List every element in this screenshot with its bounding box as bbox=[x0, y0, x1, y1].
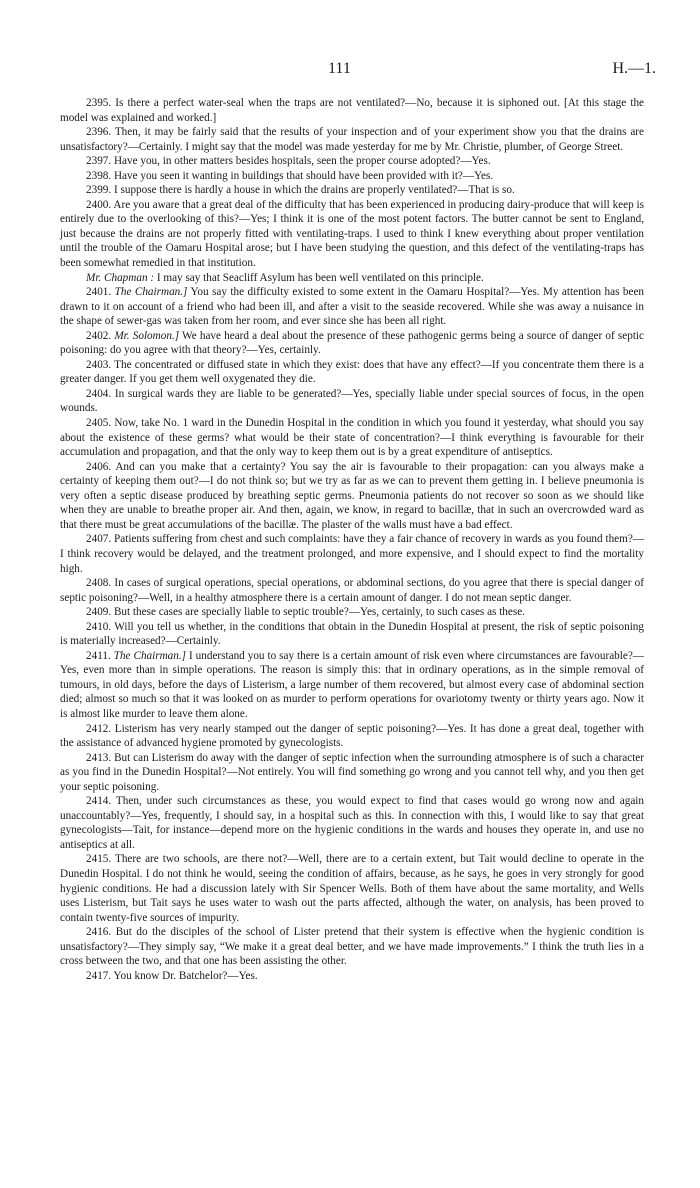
paragraph-p2403 bbox=[60, 358, 644, 387]
document-code: H.—1. bbox=[612, 60, 656, 77]
paragraph-text: 2408. In cases of surgical operations, special operations, or abdominal sections, do you agree that there is special danger of septic poisoning?—Well, in a healthy atmosphere there is a certain amount of danger. I do not mean septic danger. bbox=[60, 577, 644, 604]
paragraph-p2395 bbox=[60, 96, 644, 125]
paragraph-p2409 bbox=[60, 605, 644, 620]
paragraph-text: 2406. And can you make that a certainty? You say the air is favourable to their propagation: can you always make a certainty of keeping them out?—I do not think so; but we try as far as we can to prevent them getting in. I believe pneumonia is very often a septic disease produced by breathing septic germs. Pneumonia patients do not recover so soon as we should like when they are unable to breathe proper air. And then, again, we know, in regard to bacillæ, that in such an overcrowded ward as that there must be great accumulations of the bacillæ. The plaster of the walls must have a bad effect. bbox=[60, 460, 644, 531]
paragraph-text: 2404. In surgical wards they are liable to be generated?—Yes, specially liable under special sources of focus, in the open wounds. bbox=[60, 387, 644, 415]
paragraph-p2400 bbox=[60, 198, 644, 271]
paragraph-p2405 bbox=[60, 416, 644, 460]
paragraph-text: 2416. But do the disciples of the school of Lister pretend that their system is effective when the hygienic condition is unsatisfactory?—They simply say, “We make it a great deal better, and we have made improvements.” I think the truth lies in a cross between the two, and that one has been assisting the other. bbox=[60, 926, 644, 968]
evidence-text bbox=[60, 96, 644, 983]
speaker-name: Mr. Solomon.] bbox=[114, 329, 180, 342]
paragraph-p2402 bbox=[60, 329, 644, 358]
paragraph-text: 2405. Now, take No. 1 ward in the Dunedin Hospital in the condition in which you found it yesterday, what should you say about the existence of these germs? what would be their state of concentration?—I think everything is favourable for their accumulation and propagation, and that the only way to keep them out is by a great expenditure of antiseptics. bbox=[60, 417, 644, 459]
paragraph-p2396 bbox=[60, 125, 644, 154]
question-number: 2402. bbox=[86, 329, 115, 342]
paragraph-p2408 bbox=[60, 576, 644, 605]
paragraph-pchapman bbox=[60, 271, 644, 286]
paragraph-p2411 bbox=[60, 649, 644, 722]
paragraph-p2412 bbox=[60, 722, 644, 751]
paragraph-text: 2397. Have you, in other matters besides hospitals, seen the proper course adopted?—Yes. bbox=[86, 155, 491, 168]
paragraph-text: 2412. Listerism has very nearly stamped out the danger of septic poisoning?—Yes. It has done a great deal, together with the assistance of advanced hygiene promoted by gynecologists. bbox=[60, 722, 644, 750]
paragraph-text: 2395. Is there a perfect water-seal when the traps are not ventilated?—No, because it is siphoned out. [At this stage the model was explained and worked.] bbox=[60, 97, 644, 124]
paragraph-text: I may say that Seacliff Asylum has been well ventilated on this principle. bbox=[154, 271, 484, 284]
paragraph-p2398 bbox=[60, 169, 644, 184]
paragraph-p2417 bbox=[60, 969, 644, 984]
question-number: 2411. bbox=[86, 649, 114, 662]
speaker-name: The Chairman.] bbox=[114, 286, 188, 299]
paragraph-p2413 bbox=[60, 751, 644, 795]
paragraph-text: 2410. Will you tell us whether, in the conditions that obtain in the Dunedin Hospital at present, the risk of septic poisoning is materially increased?—Certainly. bbox=[60, 620, 644, 648]
paragraph-text: 2396. Then, it may be fairly said that the results of your inspection and of your experiment show you that the drains are unsatisfactory?—Certainly. I might say that the model was made yesterday for me by Mr. Christie, plumber, of George Street. bbox=[60, 126, 644, 153]
paragraph-text: 2417. You know Dr. Batchelor?—Yes. bbox=[86, 969, 258, 982]
paragraph-text: 2415. There are two schools, are there not?—Well, there are to a certain extent, but Tait would decline to operate in the Dunedin Hospital. I do not think he would, seeing the condition of affairs, because, as he says, he goes in very strongly for good hygienic conditions. He had a discussion lately with Sir Spencer Wells. Both of them have about the same mortality, and Wells uses Listerism, but Tait says he uses water to wash out the parts affected, although the water, on analysis, has been proved to contain twenty-five sources of impurity. bbox=[60, 853, 644, 924]
paragraph-text: 2409. But these cases are specially liable to septic trouble?—Yes, certainly, to such cases as these. bbox=[86, 606, 525, 619]
paragraph-p2399 bbox=[60, 183, 644, 198]
question-number: 2401. bbox=[86, 286, 115, 299]
page-number: 111 bbox=[328, 60, 351, 77]
paragraph-text: I understand you to say there is a certain amount of risk even where circumstances are favourable?—Yes, even more than in simple operations. The reason is simply this: that in ordinary operations, as in the simple removal of tumours, in old days, before the days of Listerism, a large number of them recovered, but almost every case of abdominal section died; almost so much so that it was looked on as murder to perform operations for ovariotomy twenty or thirty years ago. Now it is almost like murder to leave them alone. bbox=[60, 649, 644, 720]
paragraph-p2404 bbox=[60, 387, 644, 416]
paragraph-p2397 bbox=[60, 154, 644, 169]
paragraph-p2415 bbox=[60, 852, 644, 925]
paragraph-text: 2414. Then, under such circumstances as these, you would expect to find that cases would go wrong now and again unaccountably?—Yes, frequently, I should say, in a hospital such as this. In connection with this, I would like to say that great gynecologists—Tait, for instance—depend more on the hygienic conditions in the wards and houses they operate in, and use no antiseptics at all. bbox=[60, 795, 644, 851]
paragraph-p2406 bbox=[60, 460, 644, 533]
paragraph-text: 2398. Have you seen it wanting in buildings that should have been provided with it?—Yes. bbox=[86, 169, 494, 182]
paragraph-p2410 bbox=[60, 620, 644, 649]
page-header bbox=[0, 60, 700, 82]
paragraph-p2414 bbox=[60, 794, 644, 852]
paragraph-p2407 bbox=[60, 532, 644, 576]
paragraph-text: 2399. I suppose there is hardly a house in which the drains are properly ventilated?—That is so. bbox=[86, 184, 515, 197]
paragraph-p2416 bbox=[60, 925, 644, 969]
paragraph-text: You say the difficulty existed to some extent in the Oamaru Hospital?—Yes. My attention has been drawn to it on account of a friend who had been ill, and after a visit to the seaside recovered. While she was away a nuisance in the shape of sewer-gas was taken from her room, and ever since she has been all right. bbox=[60, 286, 645, 328]
paragraph-text: 2413. But can Listerism do away with the danger of septic infection when the surrounding atmosphere is of such a character as you find in the Dunedin Hospital?—Not entirely. You will find something go wrong and you cannot tell why, and you then get your septic poisoning. bbox=[60, 751, 644, 793]
paragraph-text: 2400. Are you aware that a great deal of the difficulty that has been experienced in producing dairy-produce that will keep is entirely due to the overlooking of this?—Yes; I think it is one of the most potent factors. The butter cannot be sent to England, just because the drains are not properly fitted with ventilating-traps. I used to think I knew everything about proper ventilation until the trouble of the Oamaru Hospital arose; but I have been studying the question, and this defect of the ventilating-traps has been somewhat remedied in that institution. bbox=[60, 198, 644, 270]
speaker-name: The Chairman.] bbox=[113, 649, 187, 662]
paragraph-text: We have heard a deal about the presence of these pathogenic germs being a source of danger of septic poisoning: do you agree with that theory?—Yes, certainly. bbox=[60, 329, 644, 357]
paragraph-p2401 bbox=[60, 285, 644, 329]
paragraph-text: 2403. The concentrated or diffused state in which they exist: does that have any effect?—If you concentrate them there is a greater danger. If you get them well oxygenated they die. bbox=[60, 358, 644, 386]
speaker-name: Mr. Chapman : bbox=[86, 271, 155, 284]
paragraph-text: 2407. Patients suffering from chest and such complaints: have they a fair chance of recovery in wards as you found them?—I think recovery would be delayed, and the treatment prolonged, and more expensive, and I should expect to find the mortality high. bbox=[60, 533, 644, 575]
